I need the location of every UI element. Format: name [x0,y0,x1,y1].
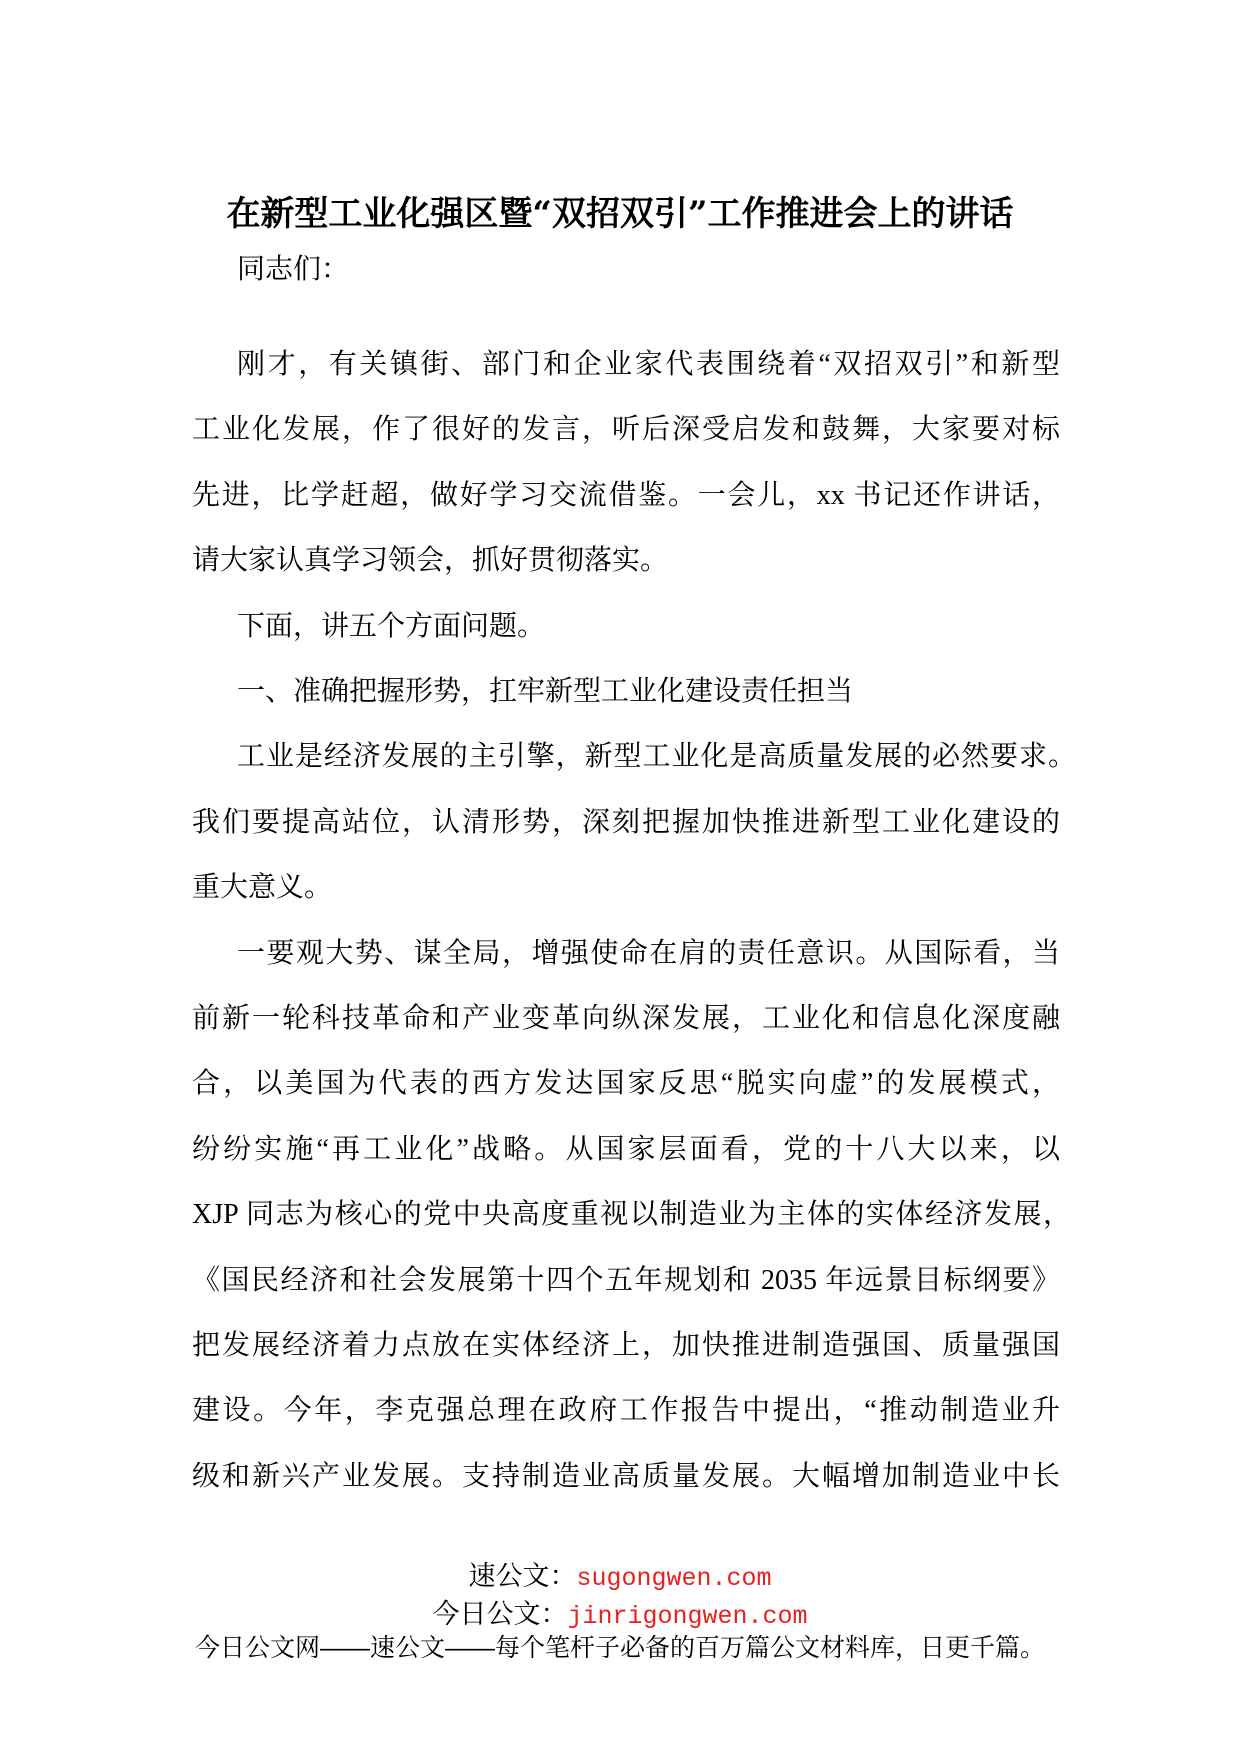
footer-link-sugongwen[interactable]: sugongwen.com [576,1564,772,1593]
body-line: 合，以美国为代表的西方发达国家反思“脱实向虚”的发展模式， [192,1068,1060,1100]
body-line: 《国民经济和社会发展第十四个五年规划和 2035 年远景目标纲要》 [192,1264,1060,1296]
paragraph-outline-intro [192,594,1060,659]
document-body [192,237,1076,1509]
body-line: 纷纷实施“再工业化”战略。从国家层面看，党的十八大以来，以 [192,1133,1060,1165]
body-line: 一要观大势、谋全局，增强使命在肩的责任意识。从国际看，当 [237,937,1060,969]
footer-label-jinrigongwen: 今日公文： [432,1599,568,1629]
body-line: 级和新兴产业发展。支持制造业高质量发展。大幅增加制造业中长 [192,1460,1060,1492]
paragraph-industry [192,724,1076,920]
salutation: 同志们： [237,254,350,285]
body-line: 我们要提高站位，认清形势，深刻把握加快推进新型工业化建设的 [192,806,1060,838]
footer-link-jinrigongwen[interactable]: jinrigongwen.com [567,1602,808,1631]
paragraph-big-picture [192,921,1071,1510]
body-line: 建设。今年，李克强总理在政府工作报告中提出，“推动制造业升 [192,1395,1060,1427]
footer-slogan [0,1631,1240,1665]
document-title: 在新型工业化强区暨“双招双引”工作推进会上的讲话 [226,194,1014,234]
body-line: 前新一轮科技革命和产业变革向纵深发展，工业化和信息化深度融 [192,1002,1060,1034]
footer-sugongwen [0,1559,1240,1593]
section-heading [192,659,1060,724]
body-line: 工业化发展，作了很好的发言，听后深受启发和鼓舞，大家要对标 [192,414,1060,446]
body-line: 请大家认真学习领会，抓好贯彻落实。 [192,545,669,577]
footer-jinrigongwen [0,1597,1240,1631]
body-line: 工业是经济发展的主引擎，新型工业化是高质量发展的必然要求。 [237,741,1076,773]
footer-slogan-text: 今日公文网——速公文——每个笔杆子必备的百万篇公文材料库，日更千篇。 [194,1634,1045,1662]
body-line: XJP 同志为核心的党中央高度重视以制造业为主体的实体经济发展， [192,1199,1071,1231]
body-line: 刚才，有关镇街、部门和企业家代表围绕着“双招双引”和新型 [237,349,1060,381]
section-heading-text: 一、准确把握形势，扛牢新型工业化建设责任担当 [237,676,854,708]
body-line: 把发展经济着力点放在实体经济上，加快推进制造强国、质量强国 [192,1329,1060,1361]
paragraph-opening [192,332,1060,594]
body-line: 先进，比学赶超，做好学习交流借鉴。一会儿，xx 书记还作讲话， [192,479,1060,511]
body-line: 重大意义。 [192,872,333,904]
body-line: 下面，讲五个方面问题。 [237,610,546,642]
footer-label-sugongwen: 速公文： [468,1561,577,1591]
